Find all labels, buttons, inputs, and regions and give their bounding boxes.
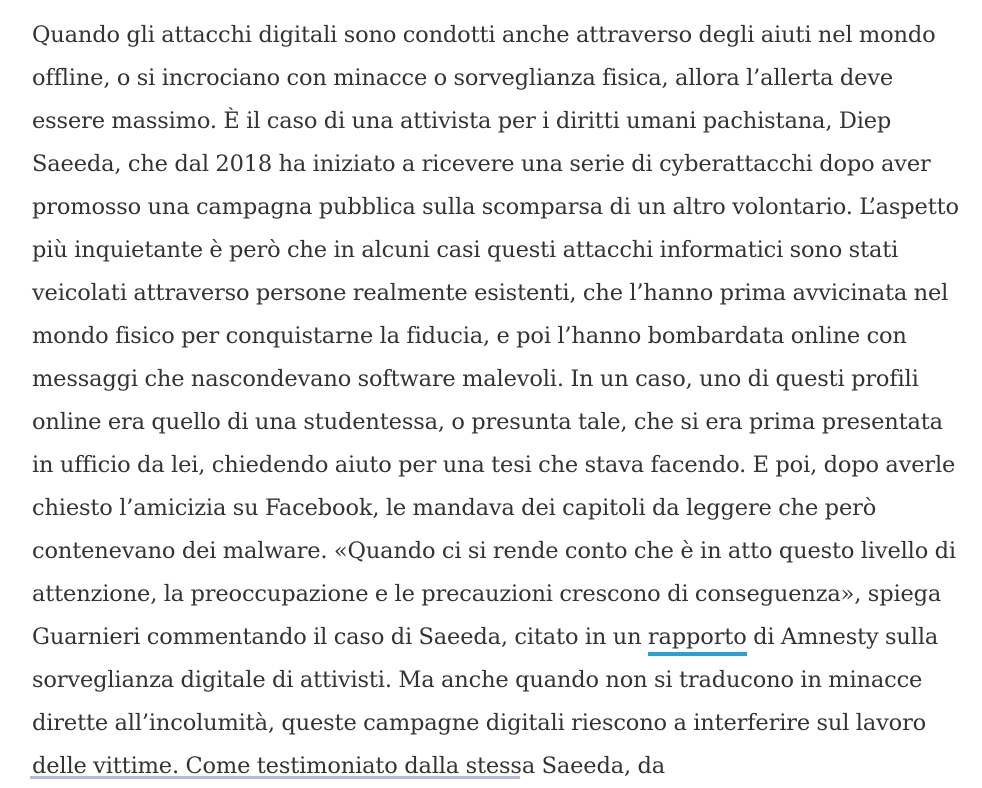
article-body [32, 14, 962, 788]
rapporto-link[interactable]: rapporto [648, 624, 747, 656]
paragraph-text-before-link: Quando gli attacchi digitali sono condotti anche attraverso degli aiuti nel mondo offline, o si incrociano con minacce o sorveglianza fisica, allora l’allerta deve essere massimo. È il caso di una attivista per i diritti umani pachistana, Diep Saeeda, che dal 2018 ha iniziato a ricevere una serie di cyberattacchi dopo aver promosso una campagna pubblica sulla scomparsa di un altro volontario. L’aspetto più inquietante è però che in alcuni casi questi attacchi informatici sono stati veicolati attraverso persone realmente esistenti, che l’hanno prima avvicinata nel mondo fisico per conquistarne la fiducia, e poi l’hanno bombardata online con messaggi che nascondevano software malevoli. In un caso, uno di questi profili online era quello di una studentessa, o presunta tale, che si era prima presentata in ufficio da lei, chiedendo aiuto per una tesi che stava facendo. E poi, dopo averle chiesto l’amicizia su Facebook, le mandava dei capitoli da leggere che però contenevano dei malware. «Quando ci si rende conto che è in atto questo livello di attenzione, la preoccupazione e le precauzioni crescono di conseguenza», spiega Guarnieri commentando il caso di Saeeda, citato in un [32, 22, 959, 650]
paragraph-text-after-link: di Amnesty sulla sorveglianza digitale di attivisti. Ma anche quando non si traducono in minacce dirette all’incolumità, queste campagne digitali riescono a interferire sul lavoro delle vittime. Come testimoniato dalla stessa Saeeda, da [32, 624, 938, 779]
article-paragraph [32, 14, 962, 788]
